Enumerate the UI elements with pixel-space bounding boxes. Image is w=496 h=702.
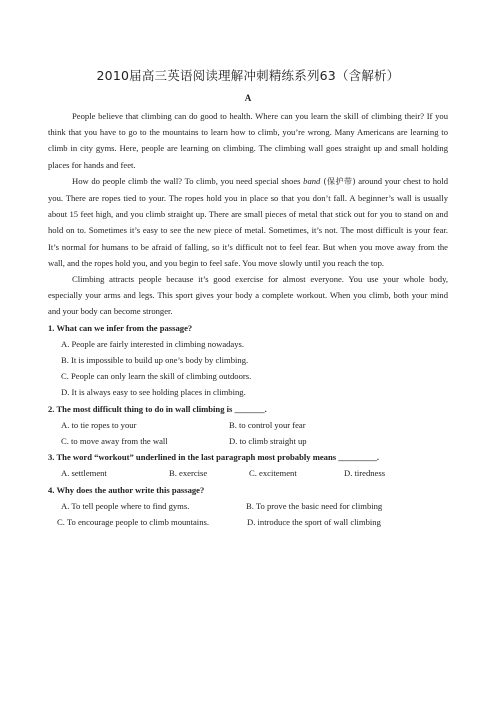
section-label: A [244,93,252,103]
term-band: band [303,175,321,186]
q2-option-d: D. to climb straight up [229,436,307,447]
page-title: 2010届高三英语阅读理解冲刺精练系列63（含解析） [96,68,400,83]
q2-options-row-1 [61,417,448,433]
paragraph-2 [48,173,448,271]
q3-option-d: D. tiredness [344,468,386,479]
q4-options-row-1 [61,498,448,514]
q2-option-c: C. to move away from the wall [61,436,168,447]
q4-options-row-2 [57,514,448,530]
q3-option-c: C. excitement [249,468,297,479]
question-3-stem: 3. The word “workout” underlined in the last paragraph most probably means _________. [48,452,380,463]
question-2-stem: 2. The most difficult thing to do in wall climbing is _______. [48,403,267,414]
q2-options-row-2 [61,433,448,449]
q1-option-d: D. It is always easy to see holding places in climbing. [61,387,246,398]
paragraph-1: People believe that climbing can do good to health. Where can you learn the skill of climbing their? If you think that you have to go to the mountains to learn how to climb, you’re wrong. Many Americans are learning to climb in city gyms. Here, people are learning on climbing. The climbing wall goes straight up and small holding places for hands and feet. [48,111,448,170]
q3-options-row [61,465,448,481]
q1-option-b: B. It is impossible to build up one’s body by climbing. [61,355,249,366]
term-band-cn: (保护带) [320,176,356,186]
paragraph-2-rest: around your chest to hold you. There are ropes tied to your. The ropes hold you in place so that you don’t fall. A beginner’s wall is usually about 15 feet high, and you climb straight up. There are small pieces of metal that stick out for you to stand on and hold on to. Sometimes it’s easy to see the new piece of metal. Sometimes, it’s not. The most difficult is your fear. It’s normal for humans to be afraid of falling, so it’s difficult not to feel fear. But when you move away from the wall, and the ropes hold you, and you begin to feel safe. You move slowly until you reach the top. [48,175,449,268]
q1-option-c: C. People can only learn the skill of climbing outdoors. [61,371,252,382]
passage-body [48,108,448,530]
q4-option-c: C. To encourage people to climb mountains. [57,517,209,528]
q4-option-b: B. To prove the basic need for climbing [246,500,383,511]
q3-option-b: B. exercise [169,468,208,479]
q4-option-a: A. To tell people where to find gyms. [61,500,190,511]
q3-option-a: A. settlement [61,468,107,479]
question-1-stem: 1. What can we infer from the passage? [48,322,193,333]
q2-option-a: A. to tie ropes to your [61,419,137,430]
paragraph-3: Climbing attracts people because it’s good exercise for almost everyone. You use your whole body, especially your arms and legs. This sport gives your body a complete workout. When you climb, both your mind and your body can become stronger. [48,274,448,317]
q4-option-d: D. introduce the sport of wall climbing [247,517,381,528]
paragraph-2-start: How do people climb the wall? To climb, you need special shoes [72,175,304,186]
question-4-stem: 4. Why does the author write this passage? [48,484,205,495]
q2-option-b: B. to control your fear [229,419,306,430]
q1-option-a: A. People are fairly interested in climbing nowadays. [61,338,245,349]
